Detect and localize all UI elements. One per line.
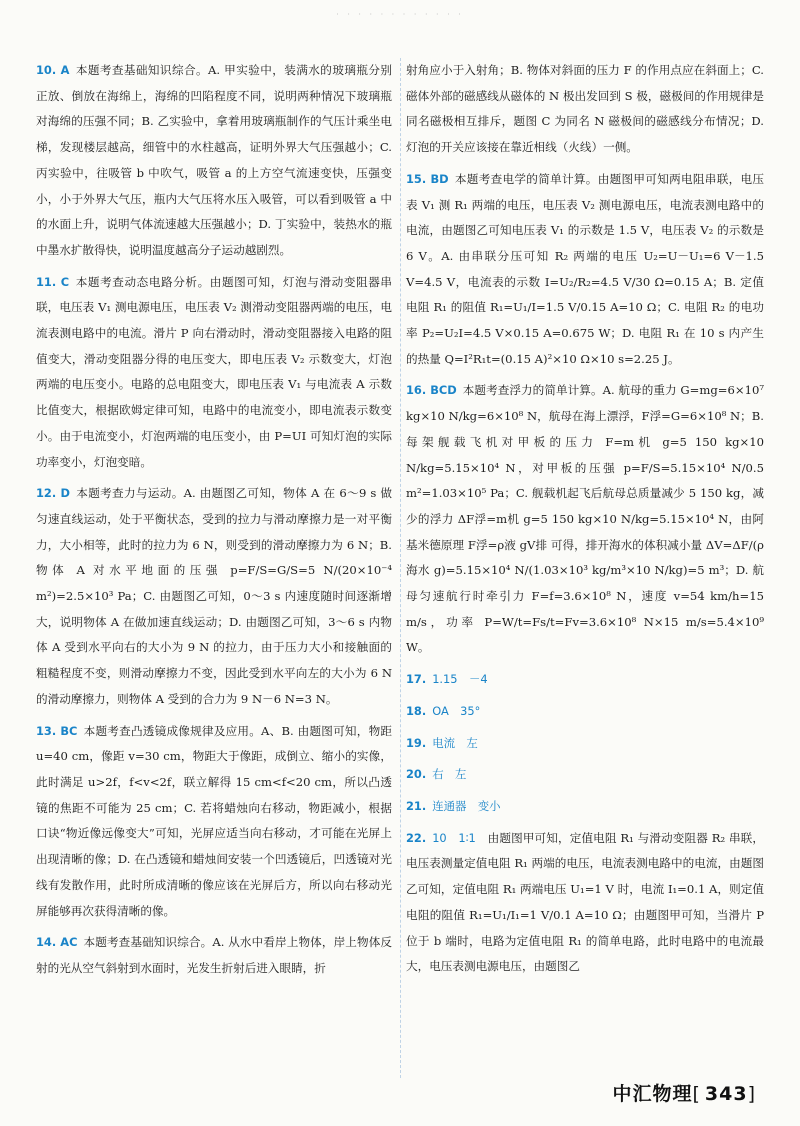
answer-entry-17: [406, 667, 764, 693]
question-number: 11. C: [36, 274, 70, 289]
explanation-text: 本题考查凸透镜成像规律及应用。A、B. 由题图可知，物距 u=40 cm，像距 v=30 cm，物距大于像距，成倒立、缩小的实像，此时满足 u>2f，f<v<2f，联立解得 15 cm<f<20 cm，所以凸透镜的焦距不可能为 25 cm；C. 若将蜡烛向右移动，物距减小，根据口诀“物近像远像变大”可知，光屏应适当向右移动，才可能在光屏上出现清晰的像；D. 在凸透镜和蜡烛间安装一个凹透镜后，凹透镜对光线有发散作用，此时所成清晰的像应该在光屏后方，所以向右移动光屏能够再次获得清晰的像。: [36, 723, 393, 918]
question-number: 22.: [406, 830, 427, 845]
answer-entry-13: [36, 719, 392, 925]
answer-entry-10: [36, 58, 392, 264]
question-number: 20.: [406, 767, 427, 782]
explanation-text: 本题考查力与运动。A. 由题图乙可知，物体 A 在 6～9 s 做匀速直线运动，处于平衡状态，受到的拉力与滑动摩擦力是一对平衡力，大小相等，此时的拉力为 6 N，则受到的滑动摩擦力为 6 N；B. 物体 A 对水平地面的压强 p=F/S=G/S=5 N/(20×10⁻⁴ m²)=2.5×10³ Pa；C. 由题图乙可知，0～3 s 内速度随时间逐渐增大，说明物体 A 在做加速直线运动；D. 由题图乙可知，3～6 s 内物体 A 受到水平向右的大小为 9 N 的拉力，由于压力大小和接触面的粗糙程度不变，则滑动摩擦力不变，因此受到水平向左的大小为 6 N 的滑动摩擦力，则物体 A 受到的合力为 9 N－6 N=3 N。: [36, 486, 392, 706]
book-brand: 中汇物理: [612, 1083, 693, 1105]
short-answer: 连通器 变小: [432, 798, 501, 813]
short-answer: OA 35°: [432, 703, 481, 718]
left-column: [36, 58, 392, 988]
right-column: [406, 58, 764, 986]
answer-entry-18: [406, 699, 764, 725]
bracket-right: ]: [747, 1083, 756, 1105]
explanation-text: 本题考查浮力的简单计算。A. 航母的重力 G=mg=6×10⁷ kg×10 N/kg=6×10⁸ N，航母在海上漂浮，F浮=G=6×10⁸ N；B. 每架舰载飞机对甲板的压力 F=m机 g=5 150 kg×10 N/kg=5.15×10⁴ N，对甲板的压强 p=F/S=5.15×10⁴ N/0.5 m²=1.03×10⁵ Pa；C. 舰载机起飞后航母总质量减少 5 150 kg，减少的浮力 ΔF浮=m机 g=5 150 kg×10 N/kg=5.15×10⁴ N，由阿基米德原理 F浮=ρ液 gV排 可得，排开海水的体积减小量 ΔV=ΔF/(ρ海水 g)=5.15×10⁴ N/(1.03×10³ kg/m³×10 N/kg)=5 m³；D. 航母匀速航行时牵引力 F=f=3.6×10⁸ N，速度 v=54 km/h=15 m/s，功率 P=W/t=Fs/t=Fv=3.6×10⁸ N×15 m/s=5.4×10⁹ W。: [406, 383, 764, 655]
answer-entry-11: [36, 270, 392, 476]
answer-entry-19: [406, 731, 764, 757]
explanation-text: 本题考查基础知识综合。A. 从水中看岸上物体，岸上物体反射的光从空气斜射到水面时，光发生折射后进入眼睛，折: [36, 935, 392, 975]
question-number: 17.: [406, 672, 427, 687]
short-answer: 电流 左: [432, 735, 478, 750]
question-number: 21.: [406, 798, 427, 813]
short-answer: 1.15 －4: [432, 672, 488, 687]
explanation-text: 本题考查电学的简单计算。由题图甲可知两电阻串联，电压表 V₁ 测 R₁ 两端的电压，电压表 V₂ 测电源电压，电流表测电路中的电流，由题图乙可知电压表 V₁ 的示数是 1.5 V，电压表 V₂ 的示数是 6 V。A. 由串联分压可知 R₂ 两端的电压 U₂=U－U₁=6 V－1.5 V=4.5 V，电流表的示数 I=U₂/R₂=4.5 V/30 Ω=0.15 A；B. 定值电阻 R₁ 的阻值 R₁=U₁/I=1.5 V/0.15 A=10 Ω；C. 电阻 R₂ 的电功率 P₂=U₂I=4.5 V×0.15 A=0.675 W；D. 电阻 R₁ 在 10 s 内产生的热量 Q=I²R₁t=(0.15 A)²×10 Ω×10 s=2.25 J。: [406, 171, 764, 366]
question-number: 18.: [406, 703, 427, 718]
question-number: 15. BD: [406, 171, 449, 186]
answer-entry-12: [36, 481, 392, 712]
question-number: 14. AC: [36, 935, 78, 950]
answer-entry-20: [406, 762, 764, 788]
page-footer: [612, 1079, 756, 1106]
answer-entry-21: [406, 794, 764, 820]
question-number: 16. BCD: [406, 383, 457, 398]
explanation-text: 本题考查基础知识综合。A. 甲实验中，装满水的玻璃瓶分别正放、倒放在海绵上，海绵的凹陷程度不同，说明两种情况下玻璃瓶对海绵的压强不同；B. 乙实验中，拿着用玻璃瓶制作的气压计乘坐电梯，发现楼层越高，细管中的水柱越高，证明外界大气压强越小；C. 丙实验中，往吸管 b 中吹气，吸管 a 的上方空气流速变快，压强变小，小于外界大气压，瓶内大气压将水压入吸管，可以看到吸管 a 中的水面上升，说明气体流速越大压强越小；D. 丁实验中，装热水的瓶中墨水扩散得快，说明温度越高分子运动越剧烈。: [36, 63, 392, 257]
explanation-text: 射角应小于入射角；B. 物体对斜面的压力 F 的作用点应在斜面上；C. 磁体外部的磁感线从磁体的 N 极出发回到 S 极，磁极间的作用规律是同名磁极相互排斥，题图 C 为同名 N 磁极间的磁感线分布情况；D. 灯泡的开关应该接在靠近相线（火线）一侧。: [406, 63, 764, 155]
top-decoration: · · · · · · · · · · · ·: [336, 10, 464, 19]
question-number: 12. D: [36, 486, 70, 501]
short-answer: 右 左: [432, 767, 467, 782]
short-answer: 10 1∶1: [432, 830, 476, 845]
answer-entry-14-continued: [406, 58, 764, 161]
answer-entry-14: [36, 930, 392, 981]
question-number: 10. A: [36, 63, 70, 77]
answer-entry-16: [406, 378, 764, 661]
question-number: 19.: [406, 735, 427, 750]
column-divider: [400, 58, 401, 1078]
explanation-text: 本题考查动态电路分析。由题图可知，灯泡与滑动变阻器串联，电压表 V₁ 测电源电压，电压表 V₂ 测滑动变阻器两端的电压，电流表测电路中的电流。滑片 P 向右滑动时，滑动变阻器接入电路的阻值变大，滑动变阻器分得的电压变大，即电压表 V₂ 示数变大，灯泡两端的电压变小。电路的总电阻变大，即电压表 V₁ 与电流表 A 示数比值变大，根据欧姆定律可知，电路中的电流变小，即电流表示数变小。由于电流变小，灯泡两端的电压变小，由 P=UI 可知灯泡的实际功率变小，灯泡变暗。: [36, 274, 392, 469]
answer-entry-22: [406, 826, 764, 980]
explanation-text: 由题图甲可知，定值电阻 R₁ 与滑动变阻器 R₂ 串联，电压表测量定值电阻 R₁ 两端的电压，电流表测电路中的电流，由题图乙可知，定值电阻 R₁ 两端电压 U₁=1 V 时，电流 I₁=0.1 A，则定值电阻的阻值 R₁=U₁/I₁=1 V/0.1 A=10 Ω；由题图甲可知，当滑片 P 位于 b 端时，电路为定值电阻 R₁ 的简单电路，此时电路中的电流最大，电压表测电源电压，由题图乙: [406, 830, 764, 974]
answer-entry-15: [406, 167, 764, 373]
page-number: 343: [704, 1083, 748, 1105]
question-number: 13. BC: [36, 723, 78, 738]
bracket-left: [: [692, 1083, 701, 1105]
